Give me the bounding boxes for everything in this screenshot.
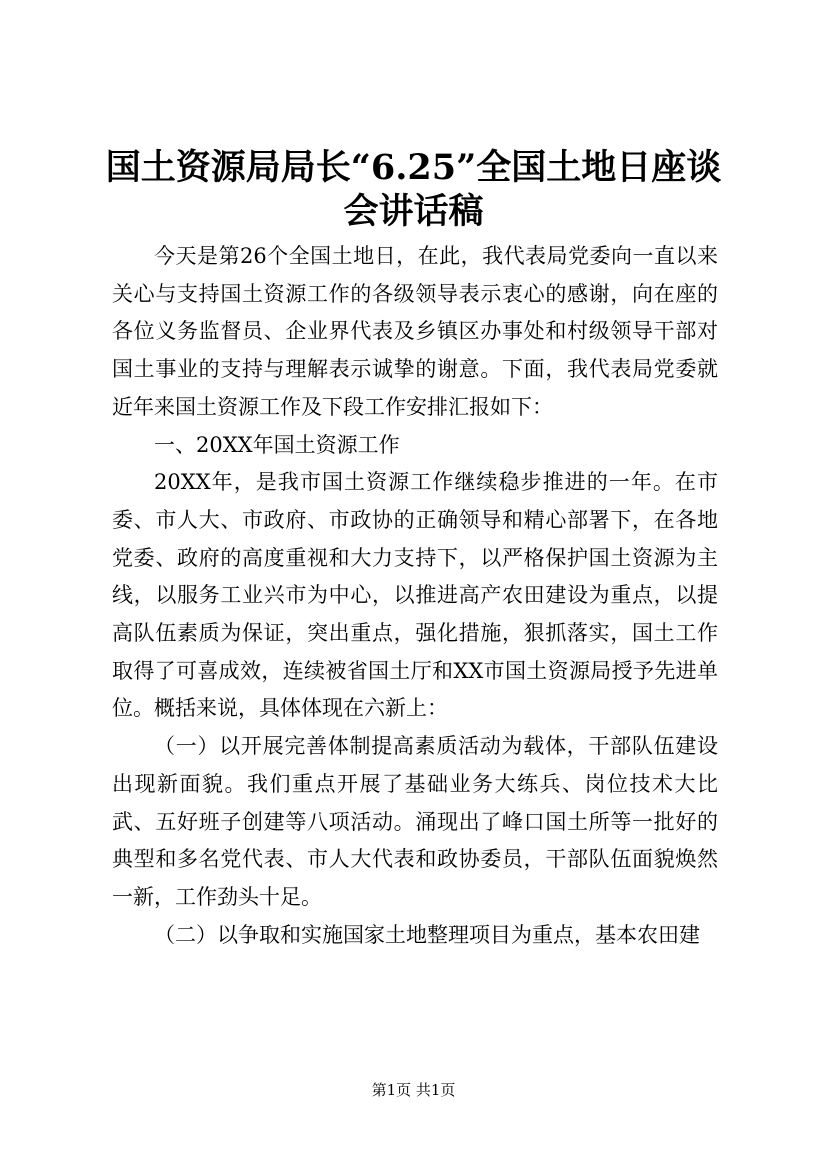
section-heading: 一、20XX年国土资源工作 bbox=[154, 432, 400, 457]
paragraph-item-1: （一）以开展完善体制提高素质活动为载体，干部队伍建设出现新面貌。我们重点开展了基础业务大练兵、岗位技术大比武、五好班子创建等八项活动。涌现出了峰口国土所等一批好的典型和多名党代表、市人大代表和政协委员，干部队伍面貌焕然一新，工作劲头十足。 bbox=[112, 734, 718, 909]
document-body bbox=[112, 238, 718, 954]
paragraph-intro: 今天是第26个全国土地日，在此，我代表局党委向一直以来关心与支持国土资源工作的各级领导表示衷心的感谢，向在座的各位义务监督员、企业界代表及乡镇区办事处和村级领导干部对国土事业的支持与理解表示诚挚的谢意。下面，我代表局党委就近年来国土资源工作及下段工作安排汇报如下： bbox=[112, 244, 718, 419]
paragraph-summary: 20XX年，是我市国土资源工作继续稳步推进的一年。在市委、市人大、市政府、市政协的正确领导和精心部署下，在各地党委、政府的高度重视和大力支持下，以严格保护国土资源为主线，以服务工业兴市为中心，以推进高产农田建设为重点，以提高队伍素质为保证，突出重点，强化措施，狠抓落实，国土工作取得了可喜成效，连续被省国土厅和XX市国土资源局授予先进单位。概括来说，具体体现在六新上： bbox=[112, 470, 718, 721]
document-title: 国土资源局局长“6.25”全国土地日座谈会讲话稿 bbox=[105, 147, 722, 232]
page-footer: 第1页 共1页 bbox=[371, 1081, 456, 1099]
paragraph-item-2: （二）以争取和实施国家土地整理项目为重点，基本农田建 bbox=[154, 922, 700, 947]
